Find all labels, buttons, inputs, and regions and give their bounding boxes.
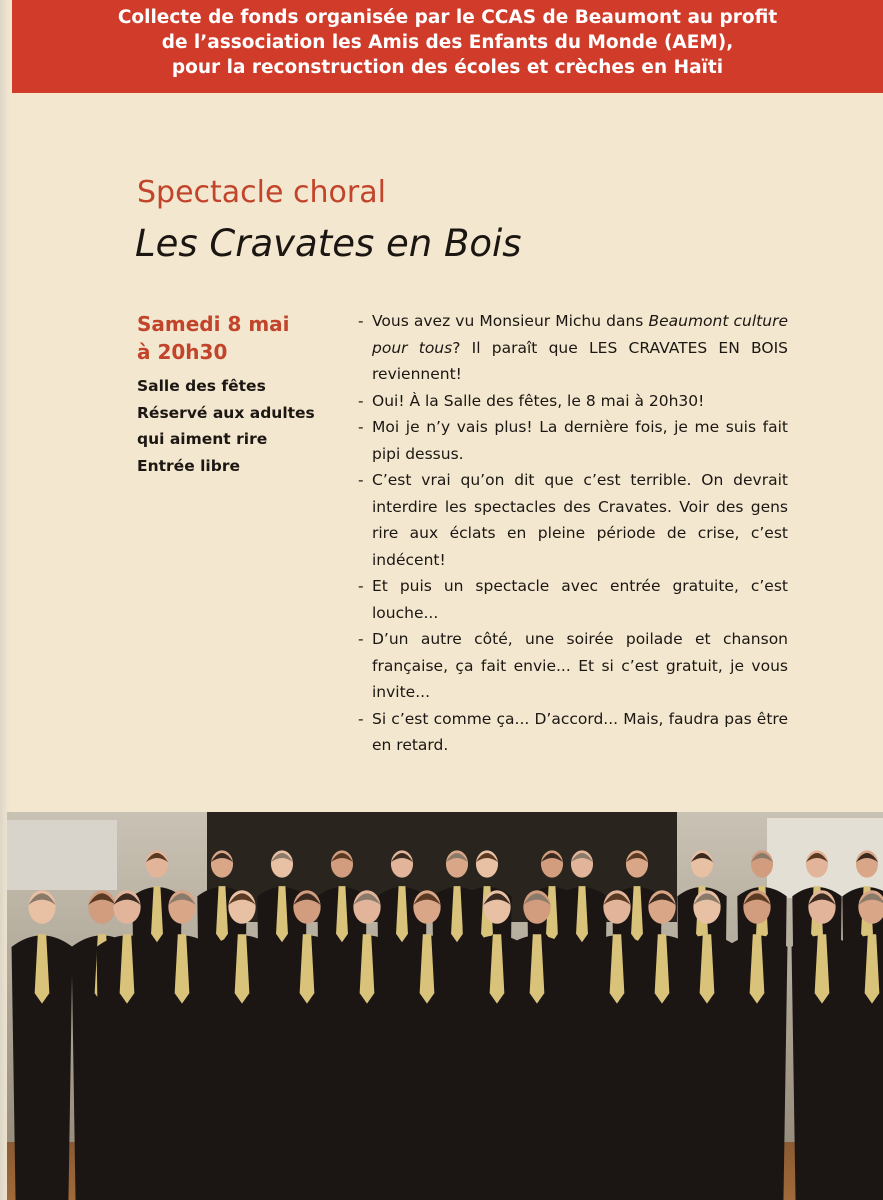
event-audience-cont: qui aiment rire	[137, 430, 268, 448]
event-details	[137, 373, 315, 479]
dialogue-text: ? Il paraît que LES CRAVATES EN BOIS reviennent!	[372, 338, 789, 383]
event-date	[137, 310, 290, 366]
banner-line-2: de l’association les Amis des Enfants du Monde (AEM),	[161, 32, 734, 53]
choir-group-photo	[7, 812, 883, 1200]
choir-members	[12, 850, 883, 1200]
event-venue: Salle des fêtes	[137, 377, 266, 395]
event-date-day: Samedi 8 mai	[137, 312, 290, 336]
event-date-time: à 20h30	[137, 340, 228, 364]
fundraiser-banner	[12, 0, 883, 93]
dialogue-italic: Beaumont culture pour tous	[372, 312, 788, 357]
dialogue-line: - Oui! À la Salle des fêtes, le 8 mai à 20h30!	[358, 388, 788, 415]
dialogue-line	[358, 308, 788, 388]
event-admission: Entrée libre	[137, 456, 240, 475]
dialogue-list	[358, 308, 788, 759]
show-title: Les Cravates en Bois	[135, 222, 522, 265]
dialogue-line: - C’est vrai qu’on dit que c’est terrible. On devrait interdire les spectacles des Cravates. Voir des gens rire aux éclats en pleine période de crise, c’est indécent!	[358, 467, 788, 573]
banner-line-1: Collecte de fonds organisée par le CCAS de Beaumont au profit	[117, 7, 778, 28]
show-subtitle: Spectacle choral	[137, 175, 386, 210]
dialogue-text: Vous avez vu Monsieur Michu dans	[372, 312, 649, 330]
dialogue-line: - Si c’est comme ça... D’accord... Mais, faudra pas être en retard.	[358, 706, 788, 759]
banner-line-3: pour la reconstruction des écoles et crèches en Haïti	[171, 57, 724, 78]
dialogue-line: - Et puis un spectacle avec entrée gratuite, c’est louche...	[358, 573, 788, 626]
dialogue-line: - D’un autre côté, une soirée poilade et chanson française, ça fait envie... Et si c’est gratuit, je vous invite...	[358, 626, 788, 706]
photo-left-window	[7, 820, 117, 890]
event-audience: Réservé aux adultes	[137, 403, 315, 422]
dialogue-line: - Moi je n’y vais plus! La dernière fois, je me suis fait pipi dessus.	[358, 414, 788, 467]
